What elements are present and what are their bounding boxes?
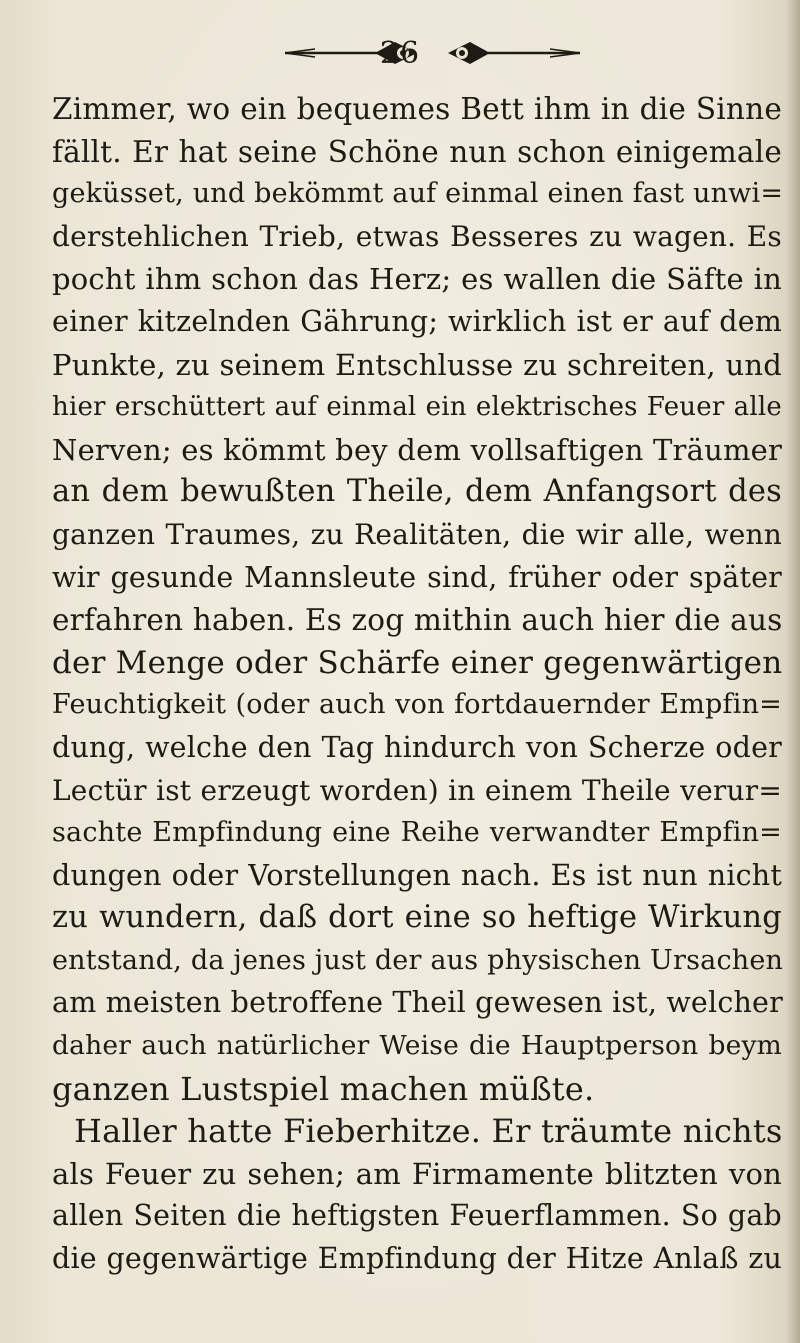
text-line: einer kitzelnden Gährung; wirklich ist er auf dem (52, 304, 782, 338)
text-line: fällt. Er hat seine Schöne nun schon einigemale (52, 134, 782, 169)
text-line: Nerven; es kömmt bey dem vollsaftigen Träumer (52, 432, 783, 467)
text-line: sachte Empfindung eine Reihe verwandter Empfin= (52, 817, 782, 849)
text-line: wir gesunde Mannsleute sind, früher oder später (52, 560, 782, 594)
text-line: Haller hatte Fieberhitze. Er träumte nichts (74, 1112, 783, 1151)
page-edge-shadow (786, 0, 800, 1343)
text-line: als Feuer zu sehen; am Firmamente blitzten von (52, 1156, 782, 1191)
text-line: derstehlichen Trieb, etwas Besseres zu wagen. Es (52, 219, 782, 253)
text-line: am meisten betroffene Theil gewesen ist, welcher (52, 986, 783, 1020)
text-line: allen Seiten die heftigsten Feuerflammen. So gab (52, 1199, 782, 1233)
page-header (0, 30, 800, 80)
text-line: die gegenwärtige Empfindung der Hitze Anlaß zu (52, 1242, 782, 1276)
text-line: dungen oder Vorstellungen nach. Es ist nun nicht (52, 858, 782, 892)
text-line: dung, welche den Tag hindurch von Scherze oder (52, 730, 782, 764)
text-line: Zimmer, wo ein bequemes Bett ihm in die Sinne (52, 92, 782, 126)
text-line: an dem bewußten Theile, dem Anfangsort des (52, 474, 782, 510)
page-number: 26 (379, 36, 421, 71)
text-line: hier erschüttert auf einmal ein elektrisches Feuer alle (52, 392, 782, 423)
text-line: ganzen Lustspiel machen müßte. (52, 1069, 595, 1108)
text-line: erfahren haben. Es zog mithin auch hier die aus (52, 603, 783, 638)
text-line: entstand, da jenes just der aus physischen Ursachen (52, 944, 784, 976)
text-line: der Menge oder Schärfe einer gegenwärtigen (52, 644, 783, 681)
body-text (52, 88, 782, 1281)
text-line: Punkte, zu seinem Entschlusse zu schreiten, und (52, 347, 782, 382)
right-ornament-icon (440, 38, 610, 68)
text-line: geküsset, und bekömmt auf einmal einen fast unwi= (52, 178, 784, 210)
text-line: pocht ihm schon das Herz; es wallen die Säfte in (52, 262, 782, 297)
text-line: ganzen Traumes, zu Realitäten, die wir alle, wenn (52, 517, 782, 551)
text-line: daher auch natürlicher Weise die Hauptperson beym (52, 1030, 782, 1062)
text-line: zu wundern, daß dort eine so heftige Wirkung (52, 900, 782, 936)
text-line: Feuchtigkeit (oder auch von fortdauernder Empfin= (52, 689, 782, 721)
text-line: Lectür ist erzeugt worden) in einem Theile verur= (52, 773, 782, 807)
